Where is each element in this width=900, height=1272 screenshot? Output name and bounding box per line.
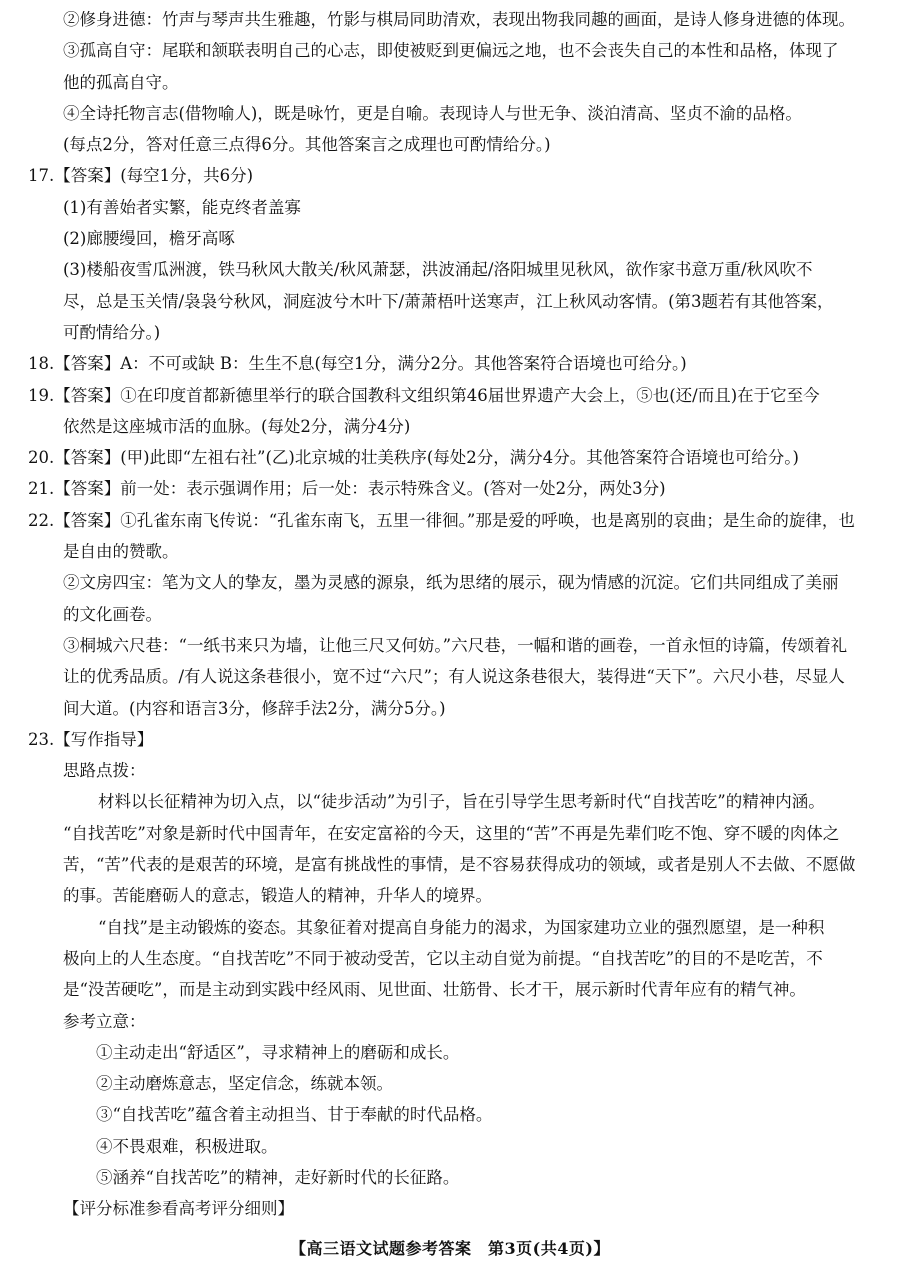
text-line: 苦，“苦”代表的是艰苦的环境，是富有挑战性的事情，是不容易获得成功的领域，或者是别人不去做、不愿做	[63, 855, 856, 875]
text-line: 材料以长征精神为切入点，以“徒步活动”为引子，旨在引导学生思考新时代“自找苦吃”的精神内涵。	[98, 792, 825, 812]
text-line: ①主动走出“舒适区”，寻求精神上的磨砺和成长。	[96, 1042, 460, 1062]
text-line: ④全诗托物言志(借物喻人)，既是咏竹，更是自喻。表现诗人与世无争、淡泊清高、坚贞不渝的品格。	[63, 103, 802, 123]
text-line: 17.【答案】(每空1分，共6分)	[28, 166, 254, 186]
text-line: 是“没苦硬吃”，而是主动到实践中经风雨、见世面、壮筋骨、长才干，展示新时代青年应有的精气神。	[63, 980, 806, 1000]
text-line: “自找”是主动锻炼的姿态。其象征着对提高自身能力的渴求，为国家建功立业的强烈愿望，是一种积	[98, 917, 825, 937]
text-line: ②文房四宝：笔为文人的挚友，墨为灵感的源泉，纸为思绪的展示，砚为情感的沉淀。它们共同组成了美丽	[63, 573, 839, 593]
text-line: 21.【答案】前一处：表示强调作用；后一处：表示特殊含义。(答对一处2分，两处3分)	[28, 479, 666, 499]
text-line: ⑤涵养“自找苦吃”的精神，走好新时代的长征路。	[96, 1167, 460, 1187]
text-line: 可酌情给分。)	[63, 322, 161, 342]
text-line: 19.【答案】①在印度首都新德里举行的联合国教科文组织第46届世界遗产大会上，⑤也(还/而且)在于它至今	[28, 385, 820, 405]
text-line: 依然是这座城市活的血脉。(每处2分，满分4分)	[63, 416, 411, 436]
text-line: (3)楼船夜雪瓜洲渡，铁马秋风大散关/秋风萧瑟，洪波涌起/洛阳城里见秋风，欲作家书意万重/秋风吹不	[63, 260, 813, 280]
text-line: 的文化画卷。	[63, 604, 162, 624]
answer-content	[28, 4, 872, 1225]
text-line: 22.【答案】①孔雀东南飞传说：“孔雀东南飞，五里一徘徊。”那是爱的呼唤，也是离别的哀曲；是生命的旋律，也	[28, 510, 855, 530]
text-line: ②主动磨炼意志，坚定信念，练就本领。	[96, 1074, 393, 1094]
text-line: “自找苦吃”对象是新时代中国青年，在安定富裕的今天，这里的“苦”不再是先辈们吃不饱、穿不暖的肉体之	[63, 823, 840, 843]
text-line: ④不畏艰难，积极进取。	[96, 1136, 278, 1156]
text-line: 思路点拨：	[63, 761, 146, 781]
text-line: 让的优秀品质。/有人说这条巷很小，宽不过“六尺”；有人说这条巷很大，装得进“天下”。六尺小巷，尽显人	[63, 667, 845, 687]
text-line: (1)有善始者实繁，能克终者盖寡	[63, 197, 301, 217]
text-line: ②修身进德：竹声与琴声共生雅趣，竹影与棋局同助清欢，表现出物我同趣的画面，是诗人修身进德的体现。	[63, 10, 855, 29]
text-line: 尽，总是玉关情/袅袅兮秋风，洞庭波兮木叶下/萧萧梧叶送寒声，江上秋风动客情。(第3题若有其他答案，	[63, 291, 834, 311]
text-line: 【评分标准参看高考评分细则】	[63, 1199, 294, 1219]
text-line: ③“自找苦吃”蕴含着主动担当、甘于奉献的时代品格。	[96, 1105, 493, 1125]
text-line: 极向上的人生态度。“自找苦吃”不同于被动受苦，它以主动自觉为前提。“自找苦吃”的目的不是吃苦，不	[63, 948, 823, 968]
text-line: ③桐城六尺巷：“一纸书来只为墙，让他三尺又何妨。”六尺巷，一幅和谐的画卷，一首永恒的诗篇，传颂着礼	[63, 635, 848, 655]
text-line: 18.【答案】A：不可或缺 B：生生不息(每空1分，满分2分。其他答案符合语境也可给分。)	[28, 354, 687, 374]
text-line: 参考立意：	[63, 1011, 146, 1031]
text-line: 间大道。(内容和语言3分，修辞手法2分，满分5分。)	[63, 698, 446, 718]
text-line: (每点2分，答对任意三点得6分。其他答案言之成理也可酌情给分。)	[63, 135, 551, 155]
text-line: (2)廊腰缦回，檐牙高啄	[63, 229, 235, 249]
text-line: 他的孤高自守。	[63, 72, 179, 92]
text-line: 20.【答案】(甲)此即“左祖右社”(乙)北京城的壮美秩序(每处2分，满分4分。其他答案符合语境也可给分。)	[28, 448, 799, 468]
text-line: 的事。苦能磨砺人的意志，锻造人的精神，升华人的境界。	[63, 886, 492, 906]
text-line: 是自由的赞歌。	[63, 542, 179, 562]
text-line: ③孤高自守：尾联和颔联表明自己的心志，即使被贬到更偏远之地，也不会丧失自己的本性和品格，体现了	[63, 41, 839, 61]
page-footer: 【高三语文试题参考答案 第3页(共4页)】	[290, 1239, 610, 1258]
text-line: 23.【写作指导】	[28, 729, 154, 749]
